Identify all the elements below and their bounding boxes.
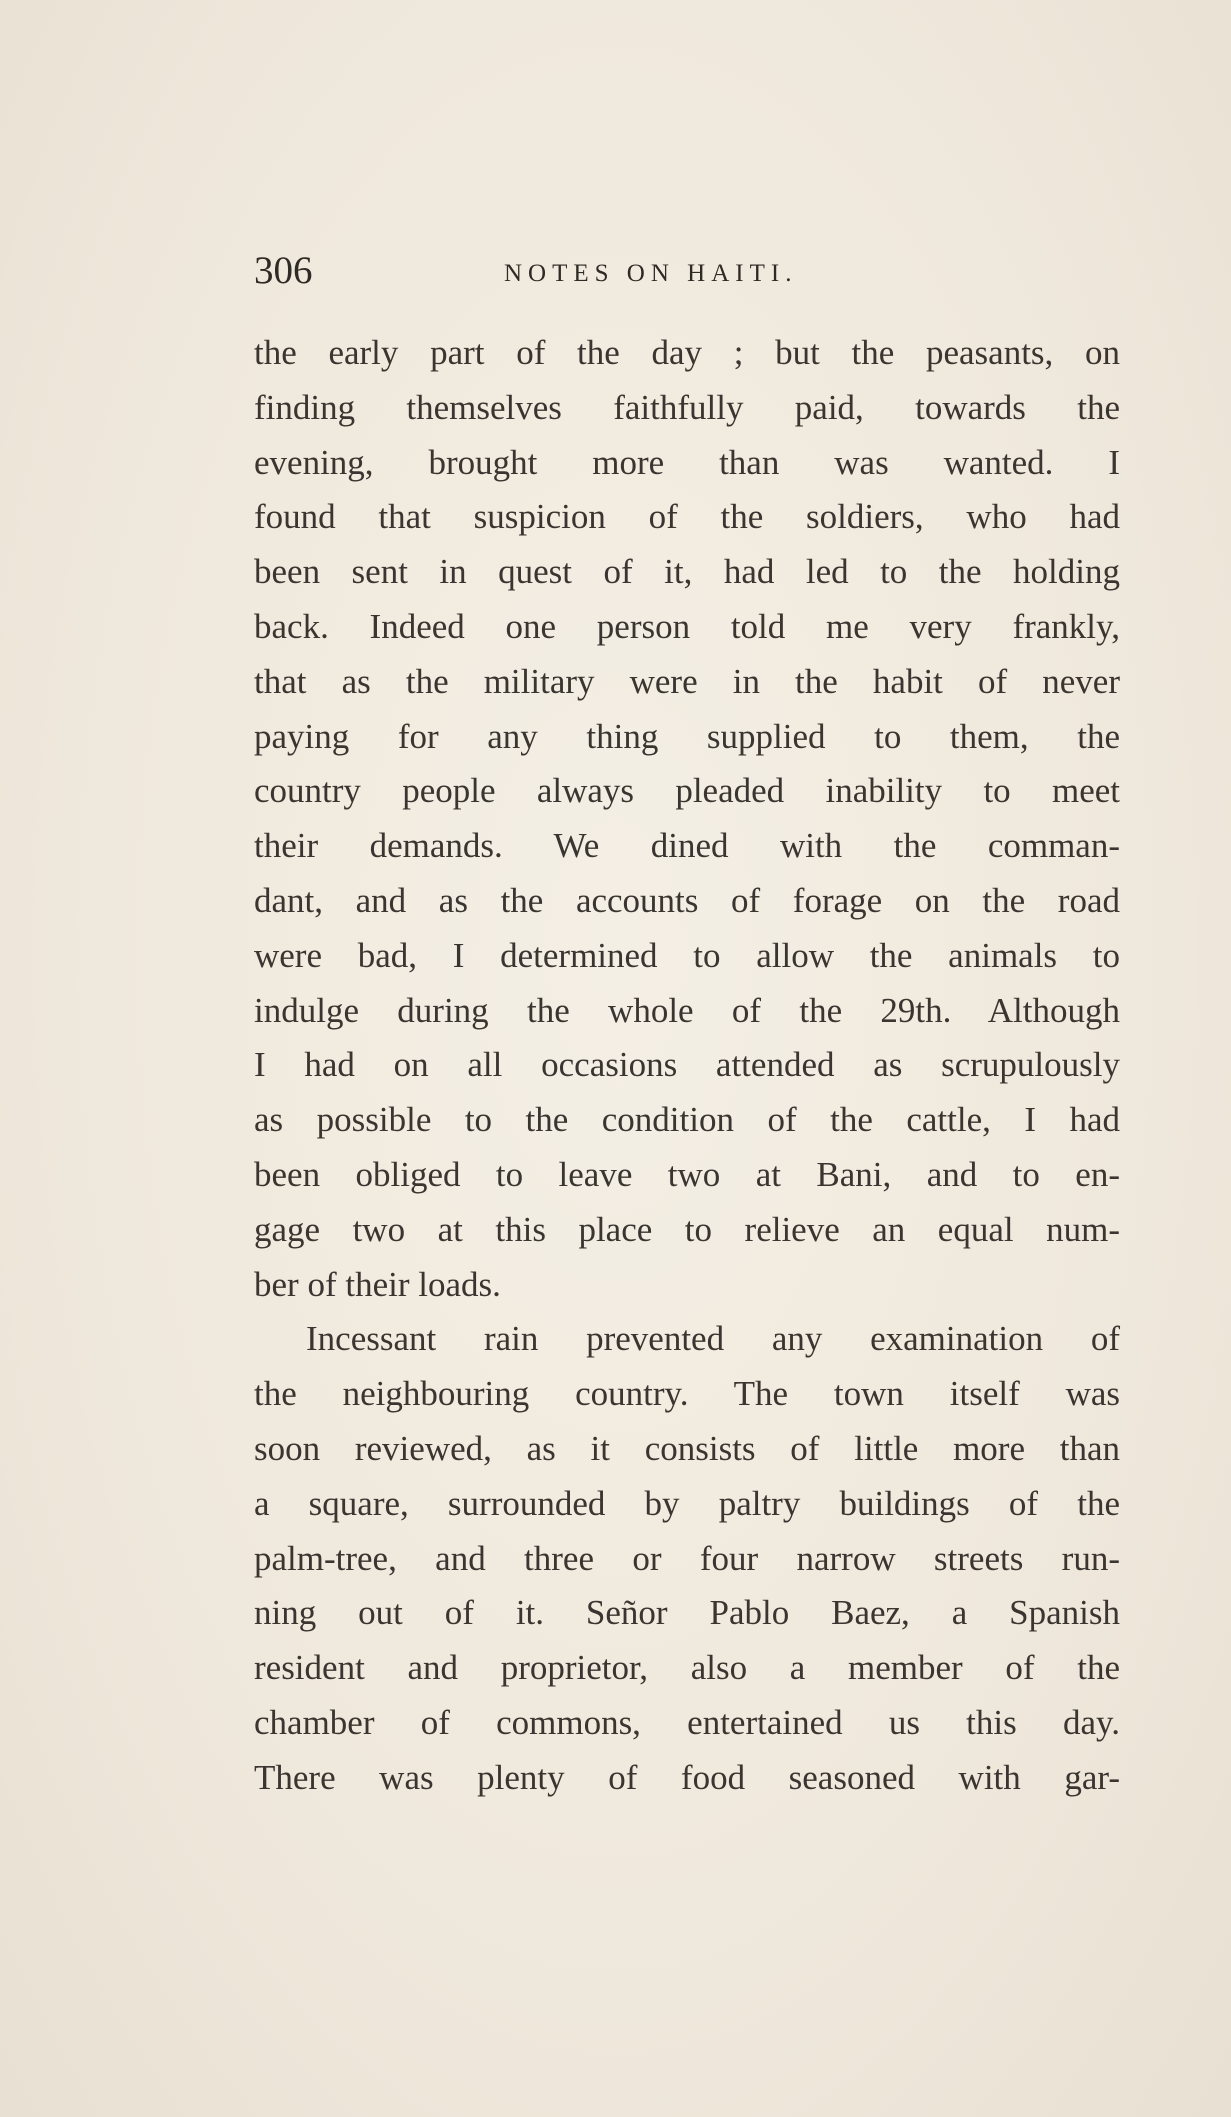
text-line: resident and proprietor, also a member of the: [254, 1648, 1120, 1688]
text-line: dant, and as the accounts of forage on the road: [254, 880, 1120, 920]
text-line: as possible to the condition of the cattle, I had: [254, 1100, 1120, 1140]
running-head: NOTES ON HAITI.: [504, 260, 798, 287]
text-line: a square, surrounded by paltry buildings of the: [254, 1483, 1120, 1523]
page-number: 306: [254, 249, 313, 292]
text-line: paying for any thing supplied to them, the: [254, 716, 1120, 756]
text-line: I had on all occasions attended as scrupulously: [254, 1045, 1120, 1085]
text-line: country people always pleaded inability to meet: [254, 771, 1120, 811]
text-line: There was plenty of food seasoned with gar-: [254, 1757, 1120, 1797]
text-line: ber of their loads.: [254, 1264, 501, 1304]
text-line: gage two at this place to relieve an equal num-: [254, 1209, 1120, 1249]
text-line: soon reviewed, as it consists of little more than: [254, 1428, 1120, 1468]
text-line: been obliged to leave two at Bani, and to en-: [254, 1154, 1120, 1194]
page-header: [254, 248, 1120, 298]
text-line: were bad, I determined to allow the animals to: [254, 935, 1120, 975]
body-text: [254, 326, 1120, 1806]
text-line: indulge during the whole of the 29th. Although: [254, 990, 1120, 1030]
text-line: been sent in quest of it, had led to the holding: [254, 552, 1120, 592]
text-line: chamber of commons, entertained us this day.: [254, 1702, 1120, 1742]
text-line: evening, brought more than was wanted. I: [254, 442, 1120, 482]
text-line: the neighbouring country. The town itself was: [254, 1374, 1120, 1414]
text-line: the early part of the day ; but the peasants, on: [254, 333, 1120, 372]
text-line: finding themselves faithfully paid, towards the: [254, 387, 1120, 427]
text-line: found that suspicion of the soldiers, who had: [254, 497, 1120, 537]
text-line: their demands. We dined with the comman-: [254, 826, 1120, 866]
text-line: palm-tree, and three or four narrow streets run-: [254, 1538, 1120, 1578]
text-line: Incessant rain prevented any examination of: [306, 1319, 1120, 1359]
text-line: back. Indeed one person told me very frankly,: [254, 606, 1120, 646]
text-line: that as the military were in the habit of never: [254, 661, 1120, 701]
text-line: ning out of it. Señor Pablo Baez, a Spanish: [254, 1593, 1120, 1633]
